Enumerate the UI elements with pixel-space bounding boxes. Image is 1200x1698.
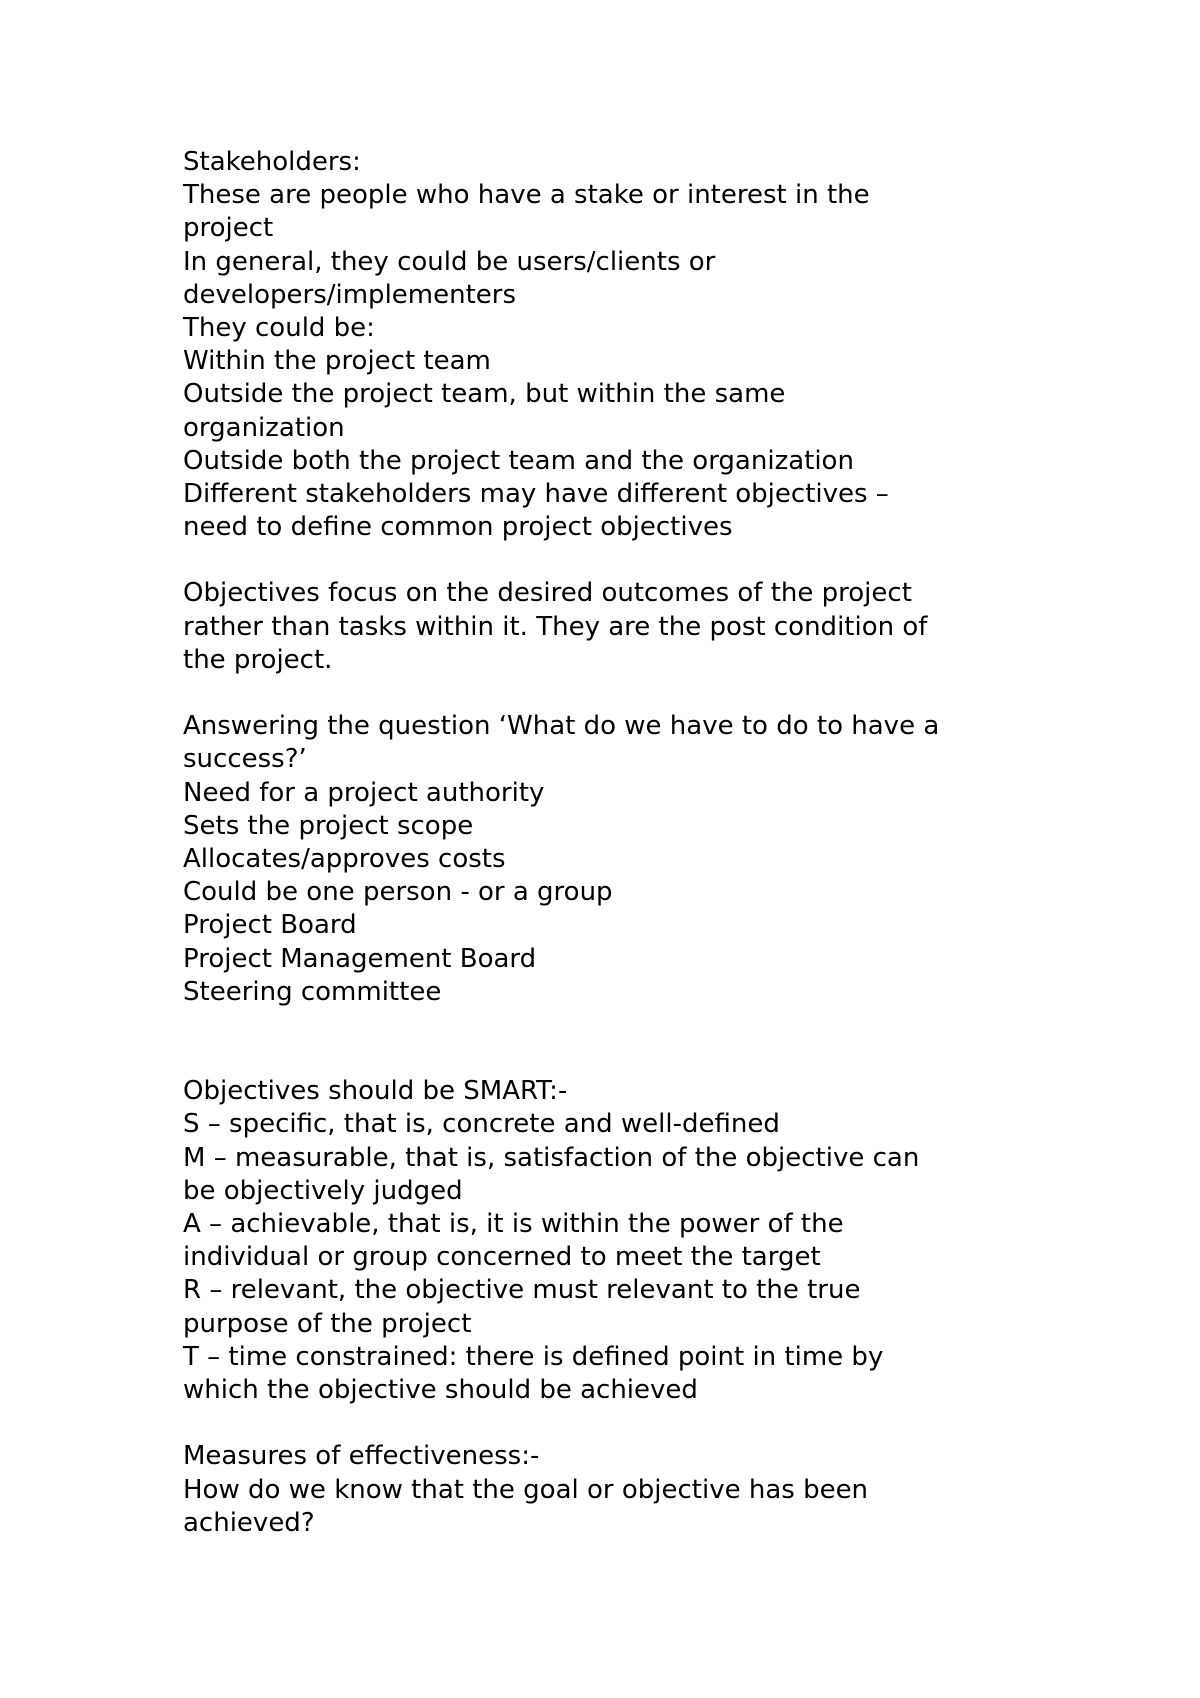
text-line: Project Management Board	[183, 943, 537, 974]
text-line: individual or group concerned to meet the target	[183, 1242, 821, 1273]
heading-measures: Measures of effectiveness:-	[183, 1441, 540, 1472]
document-body	[183, 146, 1083, 1540]
blank-line	[183, 1042, 1083, 1075]
text-line: success?’	[183, 744, 307, 775]
text-line: A – achievable, that is, it is within the power of the	[183, 1209, 844, 1239]
text-line: the project.	[183, 644, 333, 675]
text-line: Different stakeholders may have different objectives –	[183, 478, 889, 509]
text-line: need to define common project objectives	[183, 512, 733, 543]
blank-line	[183, 1009, 1083, 1042]
text-line: be objectively judged	[183, 1175, 463, 1206]
text-line: They could be:	[183, 312, 375, 343]
text-line: Sets the project scope	[183, 810, 474, 841]
blank-line	[183, 677, 1083, 710]
blank-line	[183, 1407, 1083, 1440]
text-line: In general, they could be users/clients or	[183, 246, 716, 277]
text-line: Answering the question ‘What do we have to do to have a	[183, 711, 940, 742]
blank-line	[183, 544, 1083, 577]
text-line: Outside both the project team and the organization	[183, 445, 854, 476]
text-line: Objectives focus on the desired outcomes of the project	[183, 578, 912, 609]
text-line: Allocates/approves costs	[183, 843, 506, 874]
text-line: organization	[183, 412, 345, 443]
text-line: T – time constrained: there is defined point in time by	[183, 1341, 884, 1372]
text-line: These are people who have a stake or interest in the	[183, 180, 870, 211]
text-line: Within the project team	[183, 346, 491, 377]
heading-stakeholders: Stakeholders:	[183, 147, 361, 177]
text-line: How do we know that the goal or objective has been	[183, 1474, 869, 1505]
text-line: Could be one person - or a group	[183, 877, 613, 908]
text-line: which the objective should be achieved	[183, 1374, 698, 1405]
text-line: Need for a project authority	[183, 777, 545, 808]
text-line: purpose of the project	[183, 1308, 472, 1339]
text-line: Steering committee	[183, 976, 442, 1007]
heading-smart: Objectives should be SMART:-	[183, 1076, 568, 1107]
text-line: achieved?	[183, 1507, 315, 1538]
text-line: S – specific, that is, concrete and well-defined	[183, 1109, 780, 1140]
text-line: Outside the project team, but within the same	[183, 379, 786, 410]
text-line: rather than tasks within it. They are the post condition of	[183, 611, 928, 642]
text-line: R – relevant, the objective must relevant to the true	[183, 1275, 861, 1306]
text-line: project	[183, 213, 274, 244]
text-line: developers/implementers	[183, 279, 517, 310]
text-line: M – measurable, that is, satisfaction of the objective can	[183, 1142, 920, 1173]
text-line: Project Board	[183, 910, 357, 941]
